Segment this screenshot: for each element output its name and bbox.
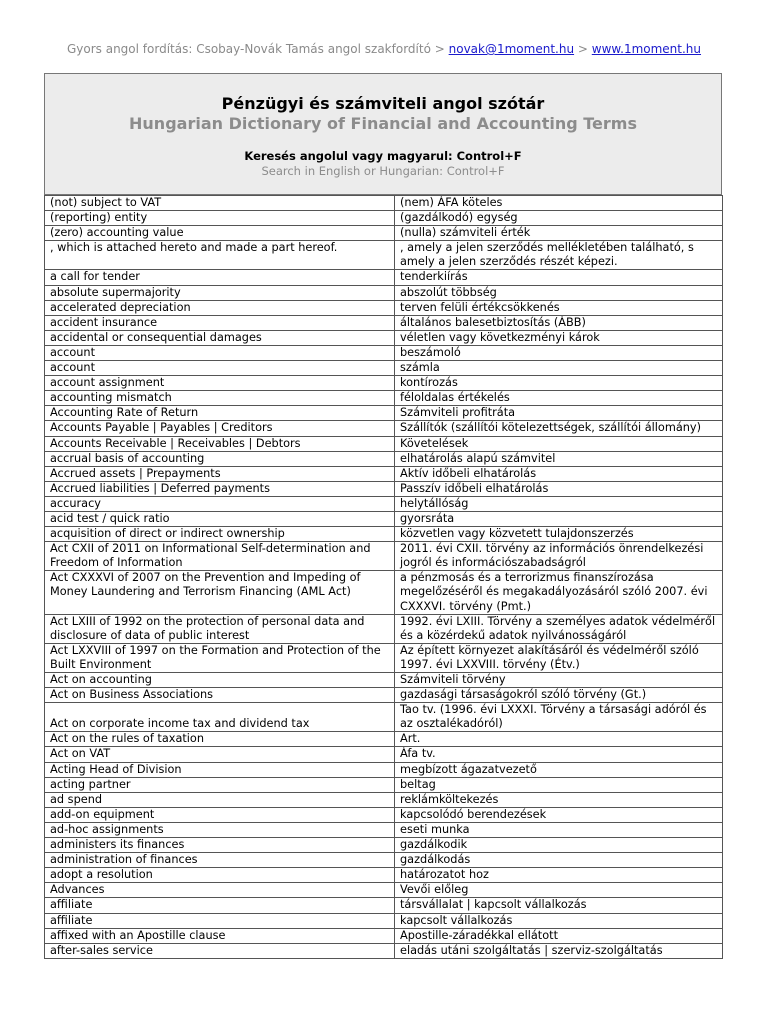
separator: > (577, 42, 588, 56)
term-hungarian: véletlen vagy következményi károk (395, 330, 723, 345)
email-link[interactable]: novak@1moment.hu (448, 42, 575, 56)
term-english: after-sales service (45, 943, 395, 958)
term-hungarian: gazdálkodik (395, 838, 723, 853)
term-english: account (45, 361, 395, 376)
term-hungarian: Szállítók (szállítói kötelezettségek, szállítói állomány) (395, 421, 723, 436)
term-english: absolute supermajority (45, 285, 395, 300)
term-english: adopt a resolution (45, 868, 395, 883)
term-english: account assignment (45, 376, 395, 391)
term-hungarian: gazdasági társaságokról szóló törvény (Gt.) (395, 688, 723, 703)
term-hungarian: számla (395, 361, 723, 376)
table-row (45, 777, 723, 792)
term-hungarian: általános balesetbiztosítás (ÁBB) (395, 315, 723, 330)
term-hungarian: Követelések (395, 436, 723, 451)
term-hungarian: Az épített környezet alakításáról és védelméről szóló 1997. évi LXXVIII. törvény (Étv.) (395, 643, 723, 672)
table-row (45, 361, 723, 376)
dictionary-header (44, 73, 722, 195)
table-row (45, 285, 723, 300)
term-english: ad spend (45, 792, 395, 807)
term-english: accrual basis of accounting (45, 451, 395, 466)
term-hungarian: terven felüli értékcsökkenés (395, 300, 723, 315)
table-row (45, 643, 723, 672)
term-hungarian: Art. (395, 732, 723, 747)
table-row (45, 747, 723, 762)
table-row (45, 481, 723, 496)
term-english: affixed with an Apostille clause (45, 928, 395, 943)
term-english: accuracy (45, 496, 395, 511)
table-row (45, 330, 723, 345)
table-row (45, 300, 723, 315)
term-hungarian: társvállalat | kapcsolt vállalkozás (395, 898, 723, 913)
term-english: , which is attached hereto and made a part hereof. (45, 241, 395, 270)
term-hungarian: Passzív időbeli elhatárolás (395, 481, 723, 496)
term-hungarian: Aktív időbeli elhatárolás (395, 466, 723, 481)
term-english: administration of finances (45, 853, 395, 868)
table-row (45, 883, 723, 898)
term-english: affiliate (45, 913, 395, 928)
search-hint-hungarian: Keresés angolul vagy magyarul: Control+F (244, 149, 522, 163)
term-english: Act on Business Associations (45, 688, 395, 703)
term-english: Act on VAT (45, 747, 395, 762)
term-english: Accounts Receivable | Receivables | Debtors (45, 436, 395, 451)
term-english: Act on corporate income tax and dividend tax (45, 703, 395, 732)
term-hungarian: beltag (395, 777, 723, 792)
term-hungarian: Vevői előleg (395, 883, 723, 898)
term-english: (not) subject to VAT (45, 196, 395, 211)
title-hungarian: Pénzügyi és számviteli angol szótár (221, 94, 545, 113)
term-english: acting partner (45, 777, 395, 792)
search-hint-english: Search in English or Hungarian: Control+F (261, 164, 505, 178)
term-english: accounting mismatch (45, 391, 395, 406)
term-hungarian: abszolút többség (395, 285, 723, 300)
term-hungarian: reklámköltekezés (395, 792, 723, 807)
term-english: (zero) accounting value (45, 226, 395, 241)
term-english: accident insurance (45, 315, 395, 330)
term-hungarian: Apostille-záradékkal ellátott (395, 928, 723, 943)
term-hungarian: eladás utáni szolgáltatás | szerviz-szolgáltatás (395, 943, 723, 958)
table-row (45, 436, 723, 451)
term-hungarian: megbízott ágazatvezető (395, 762, 723, 777)
table-row (45, 822, 723, 837)
table-row (45, 391, 723, 406)
table-row (45, 196, 723, 211)
table-row (45, 451, 723, 466)
term-hungarian: a pénzmosás és a terrorizmus finanszírozása megelőzéséről és megakadályozásáról szóló 2007. évi CXXXVI. törvény (Pmt.) (395, 571, 723, 614)
term-english: Accounting Rate of Return (45, 406, 395, 421)
term-hungarian: Áfa tv. (395, 747, 723, 762)
website-link[interactable]: www.1moment.hu (591, 42, 702, 56)
title-english: Hungarian Dictionary of Financial and Accounting Terms (129, 114, 637, 133)
term-english: ad-hoc assignments (45, 822, 395, 837)
table-row (45, 868, 723, 883)
term-hungarian: gyorsráta (395, 511, 723, 526)
term-hungarian: (gazdálkodó) egység (395, 211, 723, 226)
table-row (45, 673, 723, 688)
term-hungarian: (nulla) számviteli érték (395, 226, 723, 241)
term-english: Act CXXXVI of 2007 on the Prevention and Impeding of Money Laundering and Terrorism Financing (AML Act) (45, 571, 395, 614)
term-hungarian: közvetlen vagy közvetett tulajdonszerzés (395, 527, 723, 542)
table-row (45, 496, 723, 511)
table-row (45, 853, 723, 868)
table-row (45, 270, 723, 285)
term-hungarian: gazdálkodás (395, 853, 723, 868)
term-hungarian: helytállóság (395, 496, 723, 511)
table-row (45, 688, 723, 703)
term-hungarian: elhatárolás alapú számvitel (395, 451, 723, 466)
table-row (45, 807, 723, 822)
term-english: add-on equipment (45, 807, 395, 822)
table-row (45, 421, 723, 436)
table-row (45, 913, 723, 928)
term-english: a call for tender (45, 270, 395, 285)
term-hungarian: Tao tv. (1996. évi LXXXI. Törvény a társasági adóról és az osztalékadóról) (395, 703, 723, 732)
table-row (45, 571, 723, 614)
table-row (45, 315, 723, 330)
term-english: affiliate (45, 898, 395, 913)
term-hungarian: (nem) ÁFA köteles (395, 196, 723, 211)
table-row (45, 762, 723, 777)
table-row (45, 345, 723, 360)
table-row (45, 614, 723, 643)
table-row (45, 466, 723, 481)
table-row (45, 703, 723, 732)
term-english: Act CXII of 2011 on Informational Self-determination and Freedom of Information (45, 542, 395, 571)
term-english: Acting Head of Division (45, 762, 395, 777)
term-hungarian: kapcsolódó berendezések (395, 807, 723, 822)
term-english: Accounts Payable | Payables | Creditors (45, 421, 395, 436)
term-hungarian: 2011. évi CXII. törvény az információs önrendelkezési jogról és információszabadságról (395, 542, 723, 571)
term-hungarian: , amely a jelen szerződés mellékletében található, s amely a jelen szerződés részét képezi. (395, 241, 723, 270)
term-english: Accrued liabilities | Deferred payments (45, 481, 395, 496)
term-hungarian: Számviteli törvény (395, 673, 723, 688)
table-row (45, 211, 723, 226)
term-hungarian: kapcsolt vállalkozás (395, 913, 723, 928)
term-english: accidental or consequential damages (45, 330, 395, 345)
table-row (45, 928, 723, 943)
term-hungarian: féloldalas értékelés (395, 391, 723, 406)
term-hungarian: Számviteli profitráta (395, 406, 723, 421)
term-english: Advances (45, 883, 395, 898)
term-hungarian: eseti munka (395, 822, 723, 837)
term-english: accelerated depreciation (45, 300, 395, 315)
term-english: Act on accounting (45, 673, 395, 688)
dictionary-sheet (44, 73, 722, 959)
term-english: acquisition of direct or indirect ownership (45, 527, 395, 542)
term-english: (reporting) entity (45, 211, 395, 226)
term-english: Act LXIII of 1992 on the protection of personal data and disclosure of data of public interest (45, 614, 395, 643)
term-hungarian: kontírozás (395, 376, 723, 391)
table-row (45, 241, 723, 270)
dictionary-table (44, 195, 723, 959)
source-prefix: Gyors angol fordítás: Csobay-Novák Tamás angol szakfordító > (66, 42, 445, 56)
term-english: Accrued assets | Prepayments (45, 466, 395, 481)
term-hungarian: 1992. évi LXIII. Törvény a személyes adatok védelméről és a közérdekű adatok nyilvánosságáról (395, 614, 723, 643)
term-english: Act on the rules of taxation (45, 732, 395, 747)
table-row (45, 511, 723, 526)
table-row (45, 898, 723, 913)
term-english: acid test / quick ratio (45, 511, 395, 526)
table-row (45, 527, 723, 542)
table-row (45, 406, 723, 421)
table-row (45, 943, 723, 958)
term-english: Act LXXVIII of 1997 on the Formation and Protection of the Built Environment (45, 643, 395, 672)
term-hungarian: határozatot hoz (395, 868, 723, 883)
table-row (45, 542, 723, 571)
term-hungarian: beszámoló (395, 345, 723, 360)
term-english: account (45, 345, 395, 360)
table-row (45, 732, 723, 747)
source-line (0, 42, 768, 56)
term-hungarian: tenderkiírás (395, 270, 723, 285)
table-row (45, 838, 723, 853)
term-english: administers its finances (45, 838, 395, 853)
table-row (45, 226, 723, 241)
table-row (45, 376, 723, 391)
table-row (45, 792, 723, 807)
